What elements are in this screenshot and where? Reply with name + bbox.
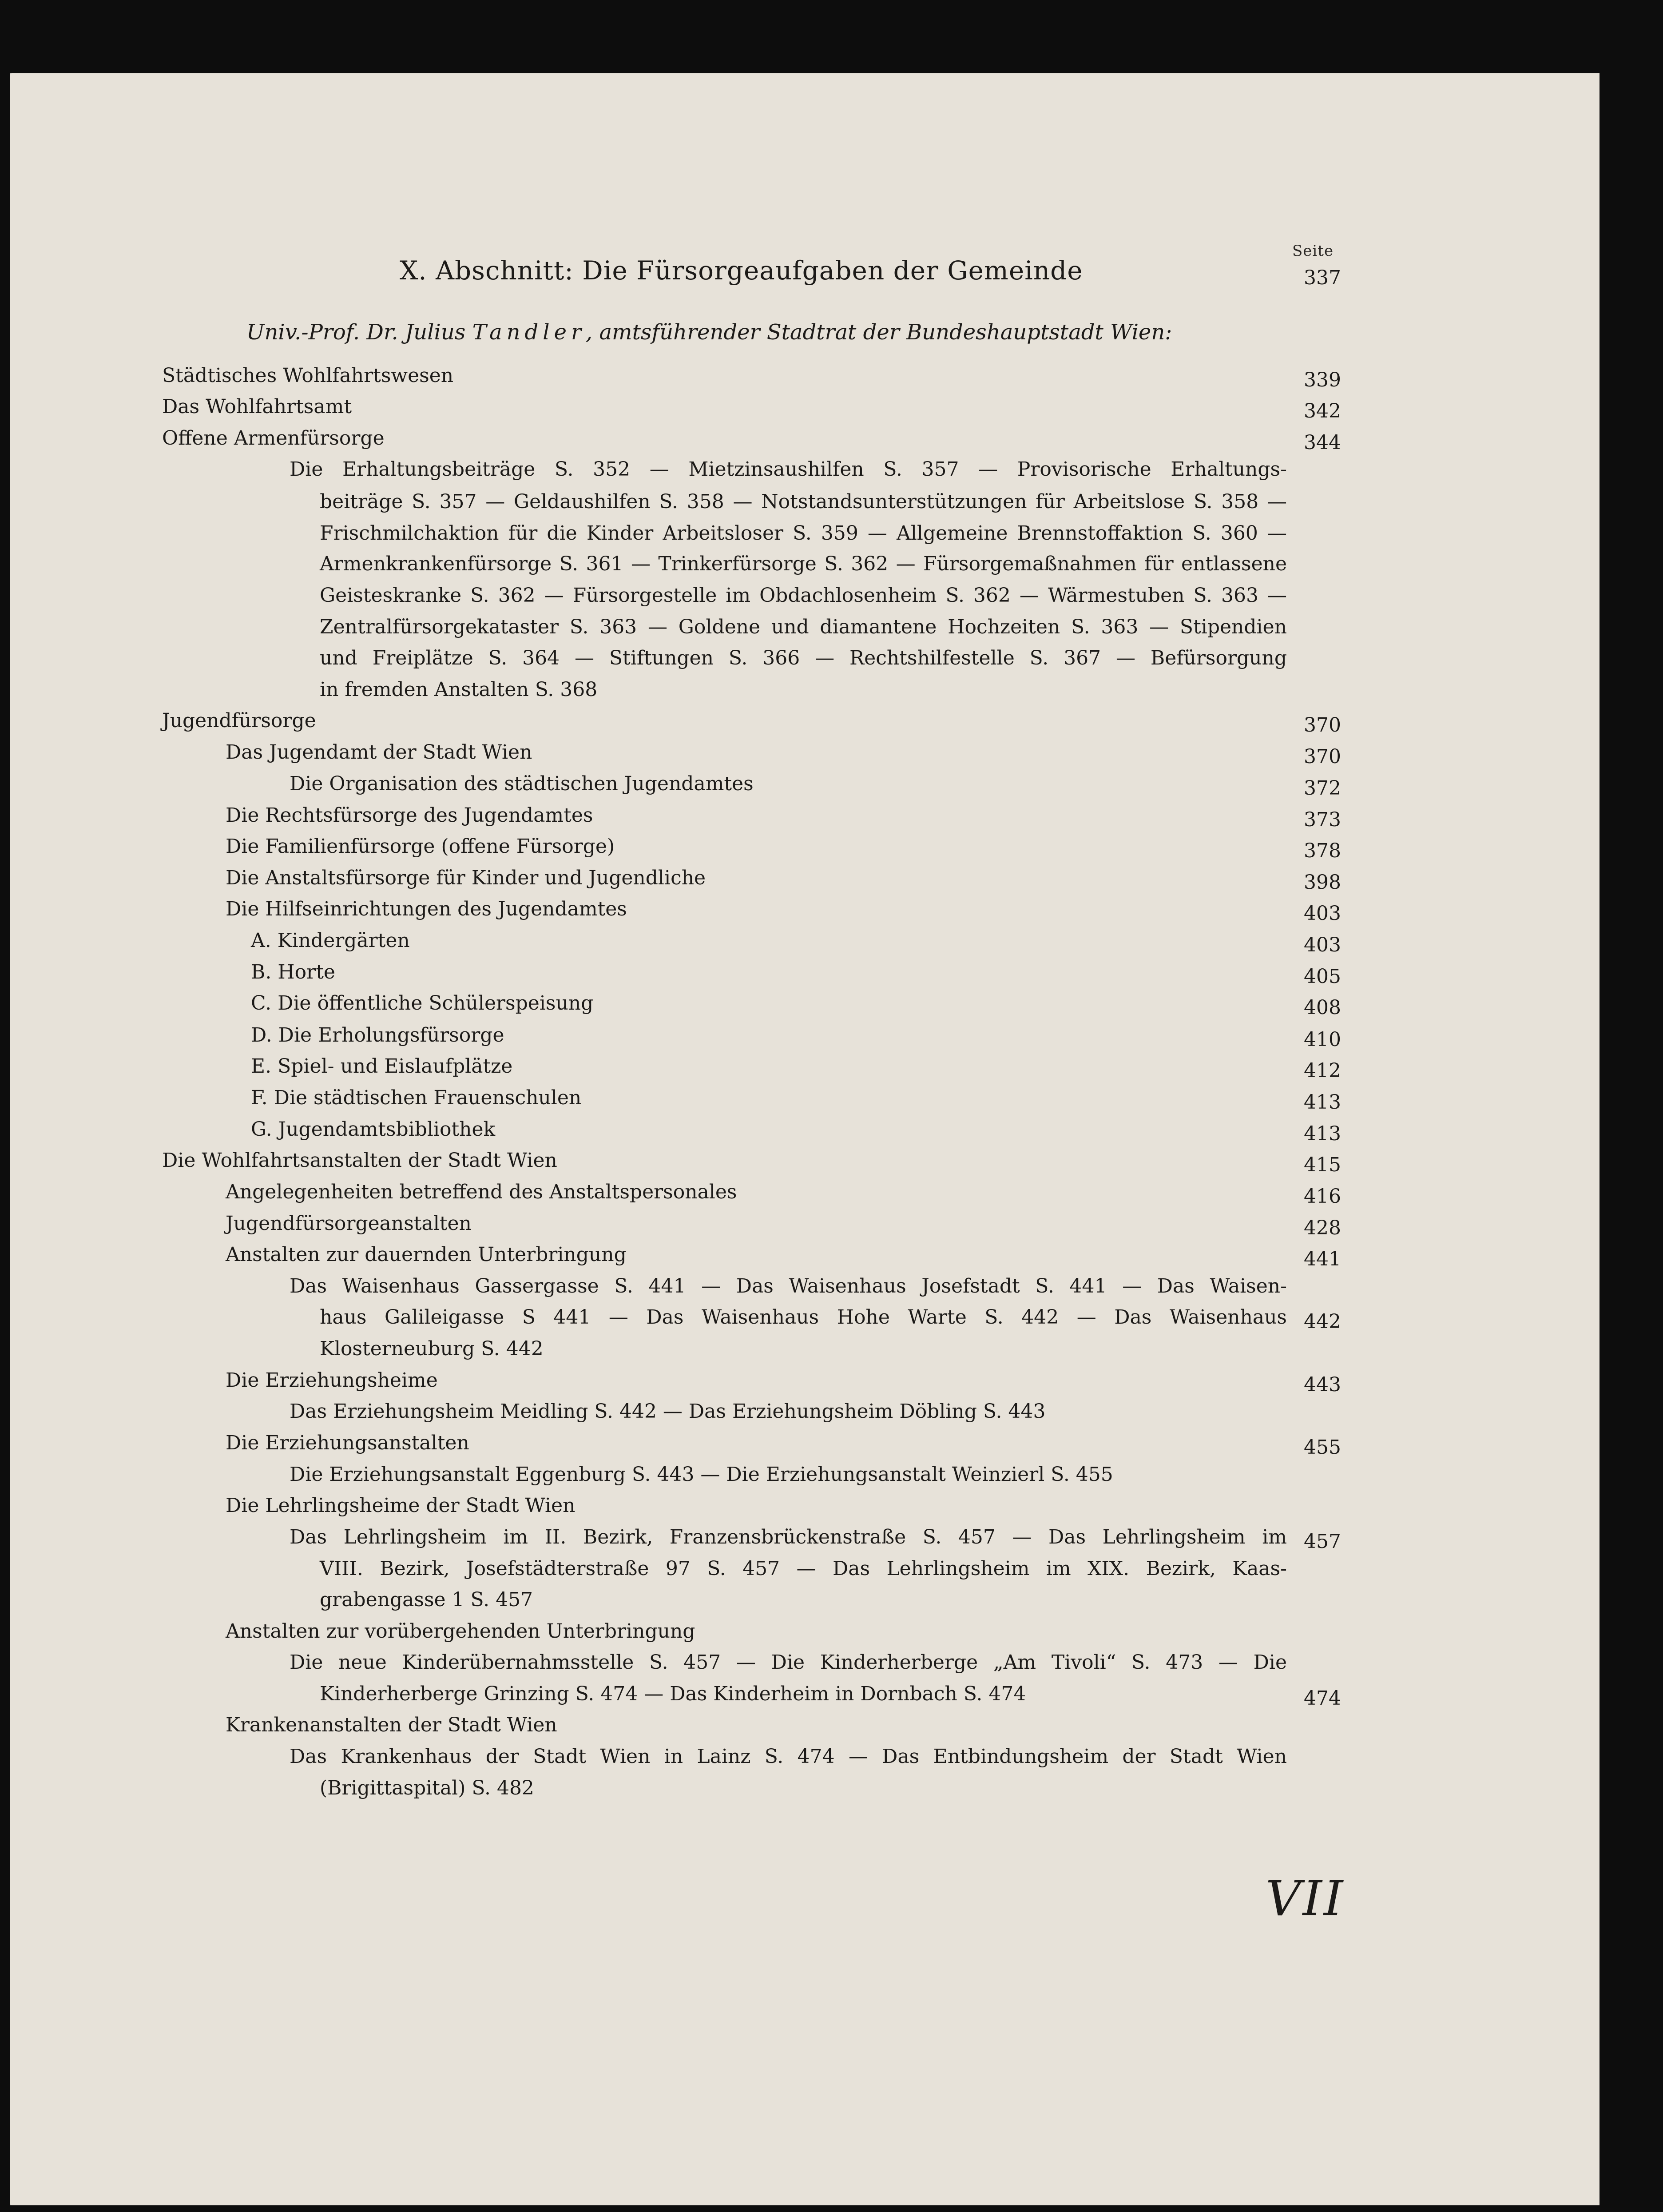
toc-page-number: 416 <box>1304 1185 1341 1208</box>
toc-page-number: 403 <box>1304 934 1341 956</box>
toc-line: Die Wohlfahrtsanstalten der Stadt Wien <box>162 1149 557 1172</box>
toc-page-number: 415 <box>1304 1154 1341 1176</box>
toc-line: Jugendfürsorgeanstalten <box>226 1212 472 1235</box>
toc-page-number: 428 <box>1304 1217 1341 1239</box>
author-line <box>246 320 1172 345</box>
toc-line: Jugendfürsorge <box>162 709 316 732</box>
toc-line: Offene Armenfürsorge <box>162 427 385 450</box>
toc-line: B. Horte <box>251 961 335 983</box>
toc-line: Die Rechtsfürsorge des Jugendamtes <box>226 804 593 827</box>
toc-line: in fremden Anstalten S. 368 <box>320 678 598 701</box>
toc-line: Das Wohlfahrtsamt <box>162 395 352 418</box>
toc-line: und Freiplätze S. 364 — Stiftungen S. 366 — Rechtshilfestelle S. 367 — Befürsorgung <box>320 647 1287 669</box>
toc-line: C. Die öffentliche Schülerspeisung <box>251 992 594 1014</box>
toc-line: Klosterneuburg S. 442 <box>320 1337 544 1360</box>
toc-line: Die Erziehungsheime <box>226 1369 438 1392</box>
toc-line: (Brigittaspital) S. 482 <box>320 1777 534 1799</box>
toc-line: Die neue Kinderübernahmsstelle S. 457 — Die Kinderherberge „Am Tivoli“ S. 473 — Die <box>290 1651 1287 1674</box>
author-name: Tandler <box>472 320 586 345</box>
toc-line: E. Spiel- und Eislaufplätze <box>251 1055 513 1078</box>
toc-line: Die Hilfseinrichtungen des Jugendamtes <box>226 898 627 920</box>
toc-page-number: 372 <box>1304 777 1341 800</box>
toc-line: Anstalten zur dauernden Unterbringung <box>226 1243 627 1266</box>
toc-line: Armenkrankenfürsorge S. 361 — Trinkerfürsorge S. 362 — Fürsorgemaßnahmen für entlassene <box>320 553 1287 575</box>
toc-line: Angelegenheiten betreffend des Anstaltspersonales <box>226 1181 737 1203</box>
toc-page-number: 442 <box>1304 1310 1341 1333</box>
toc-line: Das Lehrlingsheim im II. Bezirk, Franzensbrückenstraße S. 457 — Das Lehrlingsheim im <box>290 1526 1287 1548</box>
toc-page-number: 403 <box>1304 902 1341 925</box>
toc-line: Krankenanstalten der Stadt Wien <box>226 1714 557 1736</box>
section-page-number: 337 <box>1304 267 1341 289</box>
toc-page-number: 398 <box>1304 871 1341 894</box>
toc-line: Die Lehrlingsheime der Stadt Wien <box>226 1494 576 1517</box>
toc-page-number: 412 <box>1304 1059 1341 1082</box>
toc-line: Kinderherberge Grinzing S. 474 — Das Kinderheim in Dornbach S. 474 <box>320 1683 1026 1705</box>
toc-page-number: 455 <box>1304 1436 1341 1459</box>
toc-page-number: 373 <box>1304 808 1341 831</box>
toc-page-number: 474 <box>1304 1687 1341 1710</box>
toc-page-number: 378 <box>1304 839 1341 862</box>
toc-line: Das Waisenhaus Gassergasse S. 441 — Das Waisenhaus Josefstadt S. 441 — Das Waisen- <box>290 1275 1287 1297</box>
toc-page-number: 457 <box>1304 1530 1341 1553</box>
toc-line: Zentralfürsorgekataster S. 363 — Goldene und diamantene Hochzeiten S. 363 — Stipendien <box>320 616 1287 638</box>
toc-page-number: 413 <box>1304 1122 1341 1145</box>
toc-line: Die Erziehungsanstalten <box>226 1432 469 1454</box>
toc-page-number: 370 <box>1304 745 1341 768</box>
toc-page-number: 443 <box>1304 1373 1341 1396</box>
toc-page-number: 370 <box>1304 714 1341 736</box>
toc-line: Das Erziehungsheim Meidling S. 442 — Das Erziehungsheim Döbling S. 443 <box>290 1400 1046 1423</box>
toc-line: Das Krankenhaus der Stadt Wien in Lainz S. 474 — Das Entbindungsheim der Stadt Wien <box>290 1745 1287 1768</box>
author-suffix: , amtsführender Stadtrat der Bundeshauptstadt Wien: <box>585 320 1172 345</box>
toc-page-number: 408 <box>1304 996 1341 1019</box>
toc-line: Das Jugendamt der Stadt Wien <box>226 741 532 764</box>
toc-line: A. Kindergärten <box>251 929 410 952</box>
toc-line: Die Erhaltungsbeiträge S. 352 — Mietzinsaushilfen S. 357 — Provisorische Erhaltungs- <box>290 458 1287 481</box>
toc-line: D. Die Erholungsfürsorge <box>251 1024 504 1046</box>
toc-page-number: 339 <box>1304 369 1341 391</box>
toc-line: VIII. Bezirk, Josefstädterstraße 97 S. 457 — Das Lehrlingsheim im XIX. Bezirk, Kaas- <box>320 1557 1287 1580</box>
toc-line: Die Erziehungsanstalt Eggenburg S. 443 — Die Erziehungsanstalt Weinzierl S. 455 <box>290 1463 1113 1486</box>
toc-line: grabengasse 1 S. 457 <box>320 1588 533 1611</box>
toc-page-number: 342 <box>1304 400 1341 422</box>
seite-label: Seite <box>1292 242 1334 260</box>
page-roman-numeral: VII <box>1266 1870 1345 1927</box>
toc-line: Die Anstaltsfürsorge für Kinder und Jugendliche <box>226 867 706 889</box>
toc-line: beiträge S. 357 — Geldaushilfen S. 358 — Notstandsunterstützungen für Arbeitslose S. 358 — <box>320 490 1287 513</box>
toc-line: Städtisches Wohlfahrtswesen <box>162 364 454 387</box>
author-prefix: Univ.-Prof. Dr. Julius <box>246 320 472 345</box>
toc-line: Anstalten zur vorübergehenden Unterbringung <box>226 1620 695 1643</box>
toc-line: haus Galileigasse S 441 — Das Waisenhaus Hohe Warte S. 442 — Das Waisenhaus <box>320 1306 1287 1329</box>
toc-line: G. Jugendamtsbibliothek <box>251 1118 496 1141</box>
toc-page-number: 413 <box>1304 1091 1341 1114</box>
toc-line: Die Organisation des städtischen Jugendamtes <box>290 772 754 795</box>
toc-page-number: 344 <box>1304 431 1341 454</box>
toc-page-number: 410 <box>1304 1028 1341 1051</box>
toc-line: Geisteskranke S. 362 — Fürsorgestelle im Obdachlosenheim S. 362 — Wärmestuben S. 363 — <box>320 584 1287 607</box>
section-title: X. Abschnitt: Die Fürsorgeaufgaben der Gemeinde <box>400 255 1083 286</box>
toc-page-number: 405 <box>1304 965 1341 988</box>
toc-page-number: 441 <box>1304 1248 1341 1270</box>
toc-line: Die Familienfürsorge (offene Fürsorge) <box>226 835 615 858</box>
toc-line: Frischmilchaktion für die Kinder Arbeitsloser S. 359 — Allgemeine Brennstoffaktion S. 360 — <box>320 522 1287 545</box>
toc-line: F. Die städtischen Frauenschulen <box>251 1086 582 1109</box>
